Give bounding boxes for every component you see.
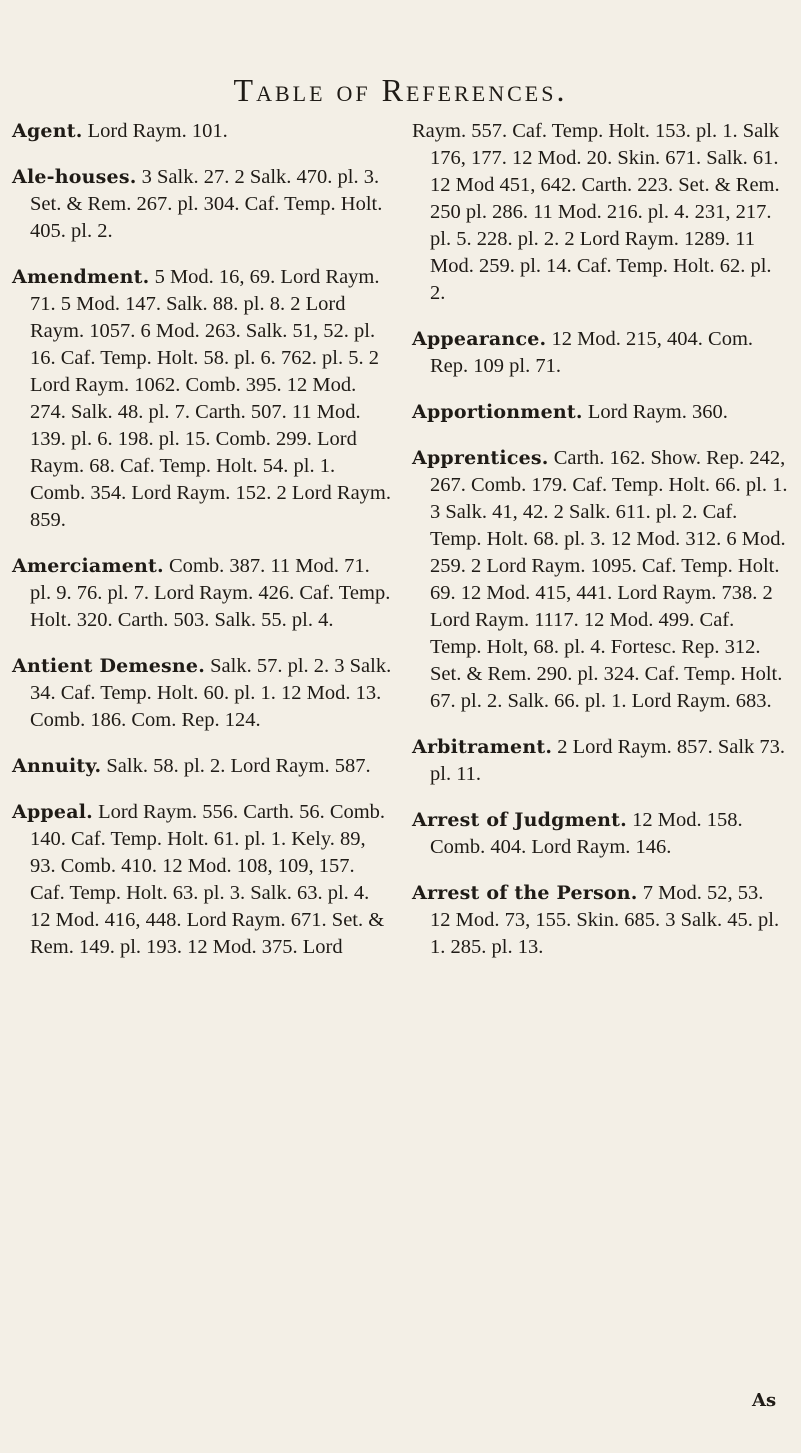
entry-arbitrament: Arbitrament. 2 Lord Raym. 857. Salk 73. pl. 11.	[412, 736, 786, 785]
right-column	[412, 118, 788, 980]
page-title: Table of References.	[233, 72, 568, 108]
catchword: As	[752, 1390, 777, 1411]
entry-arrest-of-the-person: Arrest of the Person. 7 Mod. 52, 53. 12 Mod. 73, 155. Skin. 685. 3 Salk. 45. pl. 1. 285. pl. 13.	[412, 882, 780, 958]
entry-ale-houses: Ale-houses. 3 Salk. 27. 2 Salk. 470. pl. 3. Set. & Rem. 267. pl. 304. Caf. Temp. Holt. 405. pl. 2.	[12, 166, 383, 242]
entry-appeal-continued: Raym. 557. Caf. Temp. Holt. 153. pl. 1. Salk 176, 177. 12 Mod. 20. Skin. 671. Salk. 61. 12 Mod 451, 642. Carth. 223. Set. & Rem. 250 pl. 286. 11 Mod. 216. pl. 4. 231, 217. pl. 5. 228. pl. 2. 2 Lord Raym. 1289. 11 Mod. 259. pl. 14. Caf. Temp. Holt. 62. pl. 2.	[412, 120, 780, 304]
entry-arrest-of-judgment: Arrest of Judgment. 12 Mod. 158. Comb. 404. Lord Raym. 146.	[412, 809, 743, 858]
left-column	[12, 118, 392, 980]
entry-amerciament: Amerciament. Comb. 387. 11 Mod. 71. pl. 9. 76. pl. 7. Lord Raym. 426. Caf. Temp. Holt. 320. Carth. 503. Salk. 55. pl. 4.	[12, 555, 391, 631]
entry-appeal: Appeal. Lord Raym. 556. Carth. 56. Comb. 140. Caf. Temp. Holt. 61. pl. 1. Kely. 89, 93. Comb. 410. 12 Mod. 108, 109, 157. Caf. Temp. Holt. 63. pl. 3. Salk. 63. pl. 4. 12 Mod. 416, 448. Lord Raym. 671. Set. & Rem. 149. pl. 193. 12 Mod. 375. Lord	[12, 801, 386, 958]
entry-agent: Agent. Lord Raym. 101.	[12, 120, 228, 142]
entry-antient-demesne: Antient Demesne. Salk. 57. pl. 2. 3 Salk. 34. Caf. Temp. Holt. 60. pl. 1. 12 Mod. 13. Comb. 186. Com. Rep. 124.	[12, 655, 392, 731]
entry-apprentices: Apprentices. Carth. 162. Show. Rep. 242, 267. Comb. 179. Caf. Temp. Holt. 66. pl. 1. 3 Salk. 41, 42. 2 Salk. 611. pl. 2. Caf. Temp. Holt. 68. pl. 3. 12 Mod. 312. 6 Mod. 259. 2 Lord Raym. 1095. Caf. Temp. Holt. 69. 12 Mod. 415, 441. Lord Raym. 738. 2 Lord Raym. 1117. 12 Mod. 499. Caf. Temp. Holt, 68. pl. 4. Fortesc. Rep. 312. Set. & Rem. 290. pl. 324. Caf. Temp. Holt. 67. pl. 2. Salk. 66. pl. 1. Lord Raym. 683.	[412, 447, 788, 712]
entry-annuity: Annuity. Salk. 58. pl. 2. Lord Raym. 587.	[12, 755, 371, 777]
entry-amendment: Amendment. 5 Mod. 16, 69. Lord Raym. 71. 5 Mod. 147. Salk. 88. pl. 8. 2 Lord Raym. 1057. 6 Mod. 263. Salk. 51, 52. pl. 16. Caf. Temp. Holt. 58. pl. 6. 762. pl. 5. 2 Lord Raym. 1062. Comb. 395. 12 Mod. 274. Salk. 48. pl. 7. Carth. 507. 11 Mod. 139. pl. 6. 198. pl. 15. Comb. 299. Lord Raym. 68. Caf. Temp. Holt. 54. pl. 1. Comb. 354. Lord Raym. 152. 2 Lord Raym. 859.	[12, 266, 392, 531]
entry-apportionment: Apportionment. Lord Raym. 360.	[412, 401, 728, 423]
entry-appearance: Appearance. 12 Mod. 215, 404. Com. Rep. 109 pl. 71.	[412, 328, 754, 377]
